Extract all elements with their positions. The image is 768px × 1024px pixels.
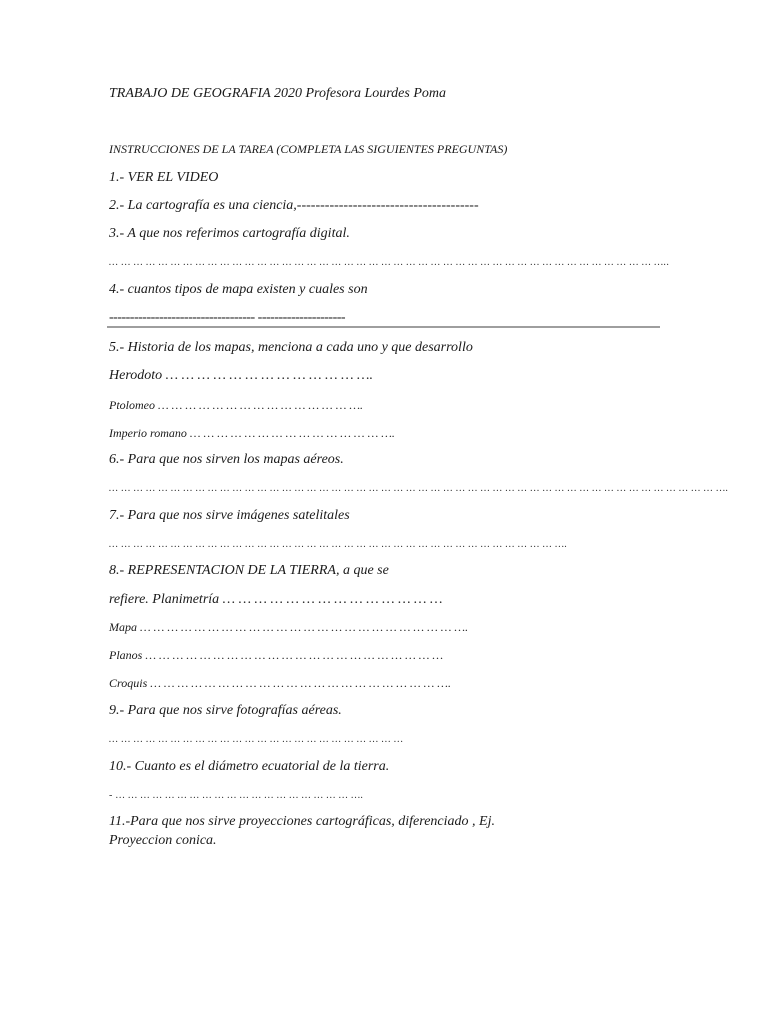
answer-ptolomeo: Ptolomeo … … … … … … … … … … … … … … ….	[109, 398, 364, 412]
question-8: 8.- REPRESENTACION DE LA TIERRA, a que se	[109, 563, 389, 578]
answer-herodoto: Herodoto … … … … … … … … … … … … ….	[109, 368, 373, 383]
answer-imperio-romano: Imperio romano … … … … … … … … … … … … … … ….	[109, 426, 395, 440]
answer-croquis: Croquis … … … … … … … … … … … … … … … … … … … … … ….	[109, 676, 451, 690]
answer-line-4: ----------------------------------- ---------------------	[109, 310, 346, 325]
answer-line-9: … … … … … … … … … … … … … … … … … … … … … … … …	[109, 734, 404, 745]
task-instructions: INSTRUCCIONES DE LA TAREA (COMPLETA LAS SIGUIENTES PREGUNTAS)	[109, 142, 508, 156]
answer-line-7: … … … … … … … … … … … … … … … … … … … … … … … … … … … … … … … … … … … … ….	[109, 539, 568, 550]
question-11: 11.-Para que nos sirve proyecciones cartográficas, diferenciado , Ej.	[109, 814, 495, 829]
question-3: 3.- A que nos referimos cartografía digital.	[109, 226, 350, 241]
question-9: 9.- Para que nos sirve fotografías aéreas.	[109, 703, 342, 718]
document-header: TRABAJO DE GEOGRAFIA 2020 Profesora Lourdes Poma	[109, 86, 446, 101]
question-2: 2.- La cartografía es una ciencia,---------------------------------------	[109, 198, 479, 213]
question-5: 5.- Historia de los mapas, menciona a cada uno y que desarrollo	[109, 340, 473, 355]
question-4: 4.- cuantos tipos de mapa existen y cuales son	[109, 282, 368, 297]
question-7: 7.- Para que nos sirve imágenes satelitales	[109, 508, 350, 523]
question-11-continued: Proyeccion conica.	[109, 833, 217, 848]
answer-mapa: Mapa … … … … … … … … … … … … … … … … … … … … … … … ….	[109, 620, 469, 634]
question-10: 10.- Cuanto es el diámetro ecuatorial de la tierra.	[109, 759, 390, 774]
answer-line-6: … … … … … … … … … … … … … … … … … … … … … … … … … … … … … … … … … … … … … … … … … … … … … … … … … ….	[109, 483, 729, 494]
question-6: 6.- Para que nos sirven los mapas aéreos.	[109, 452, 344, 467]
answer-planos: Planos … … … … … … … … … … … … … … … … … … … … … …	[109, 648, 444, 662]
horizontal-rule	[107, 326, 660, 328]
answer-planimetria: refiere. Planimetría … … … … … … … … … … … … … …	[109, 592, 443, 607]
question-1: 1.- VER EL VIDEO	[109, 170, 219, 185]
answer-line-10: - … … … … … … … … … … … … … … … … … … … ….	[109, 790, 364, 801]
answer-line-3: … … … … … … … … … … … … … … … … … … … … … … … … … … … … … … … … … … … … … … … … … … … … …..	[109, 257, 670, 268]
